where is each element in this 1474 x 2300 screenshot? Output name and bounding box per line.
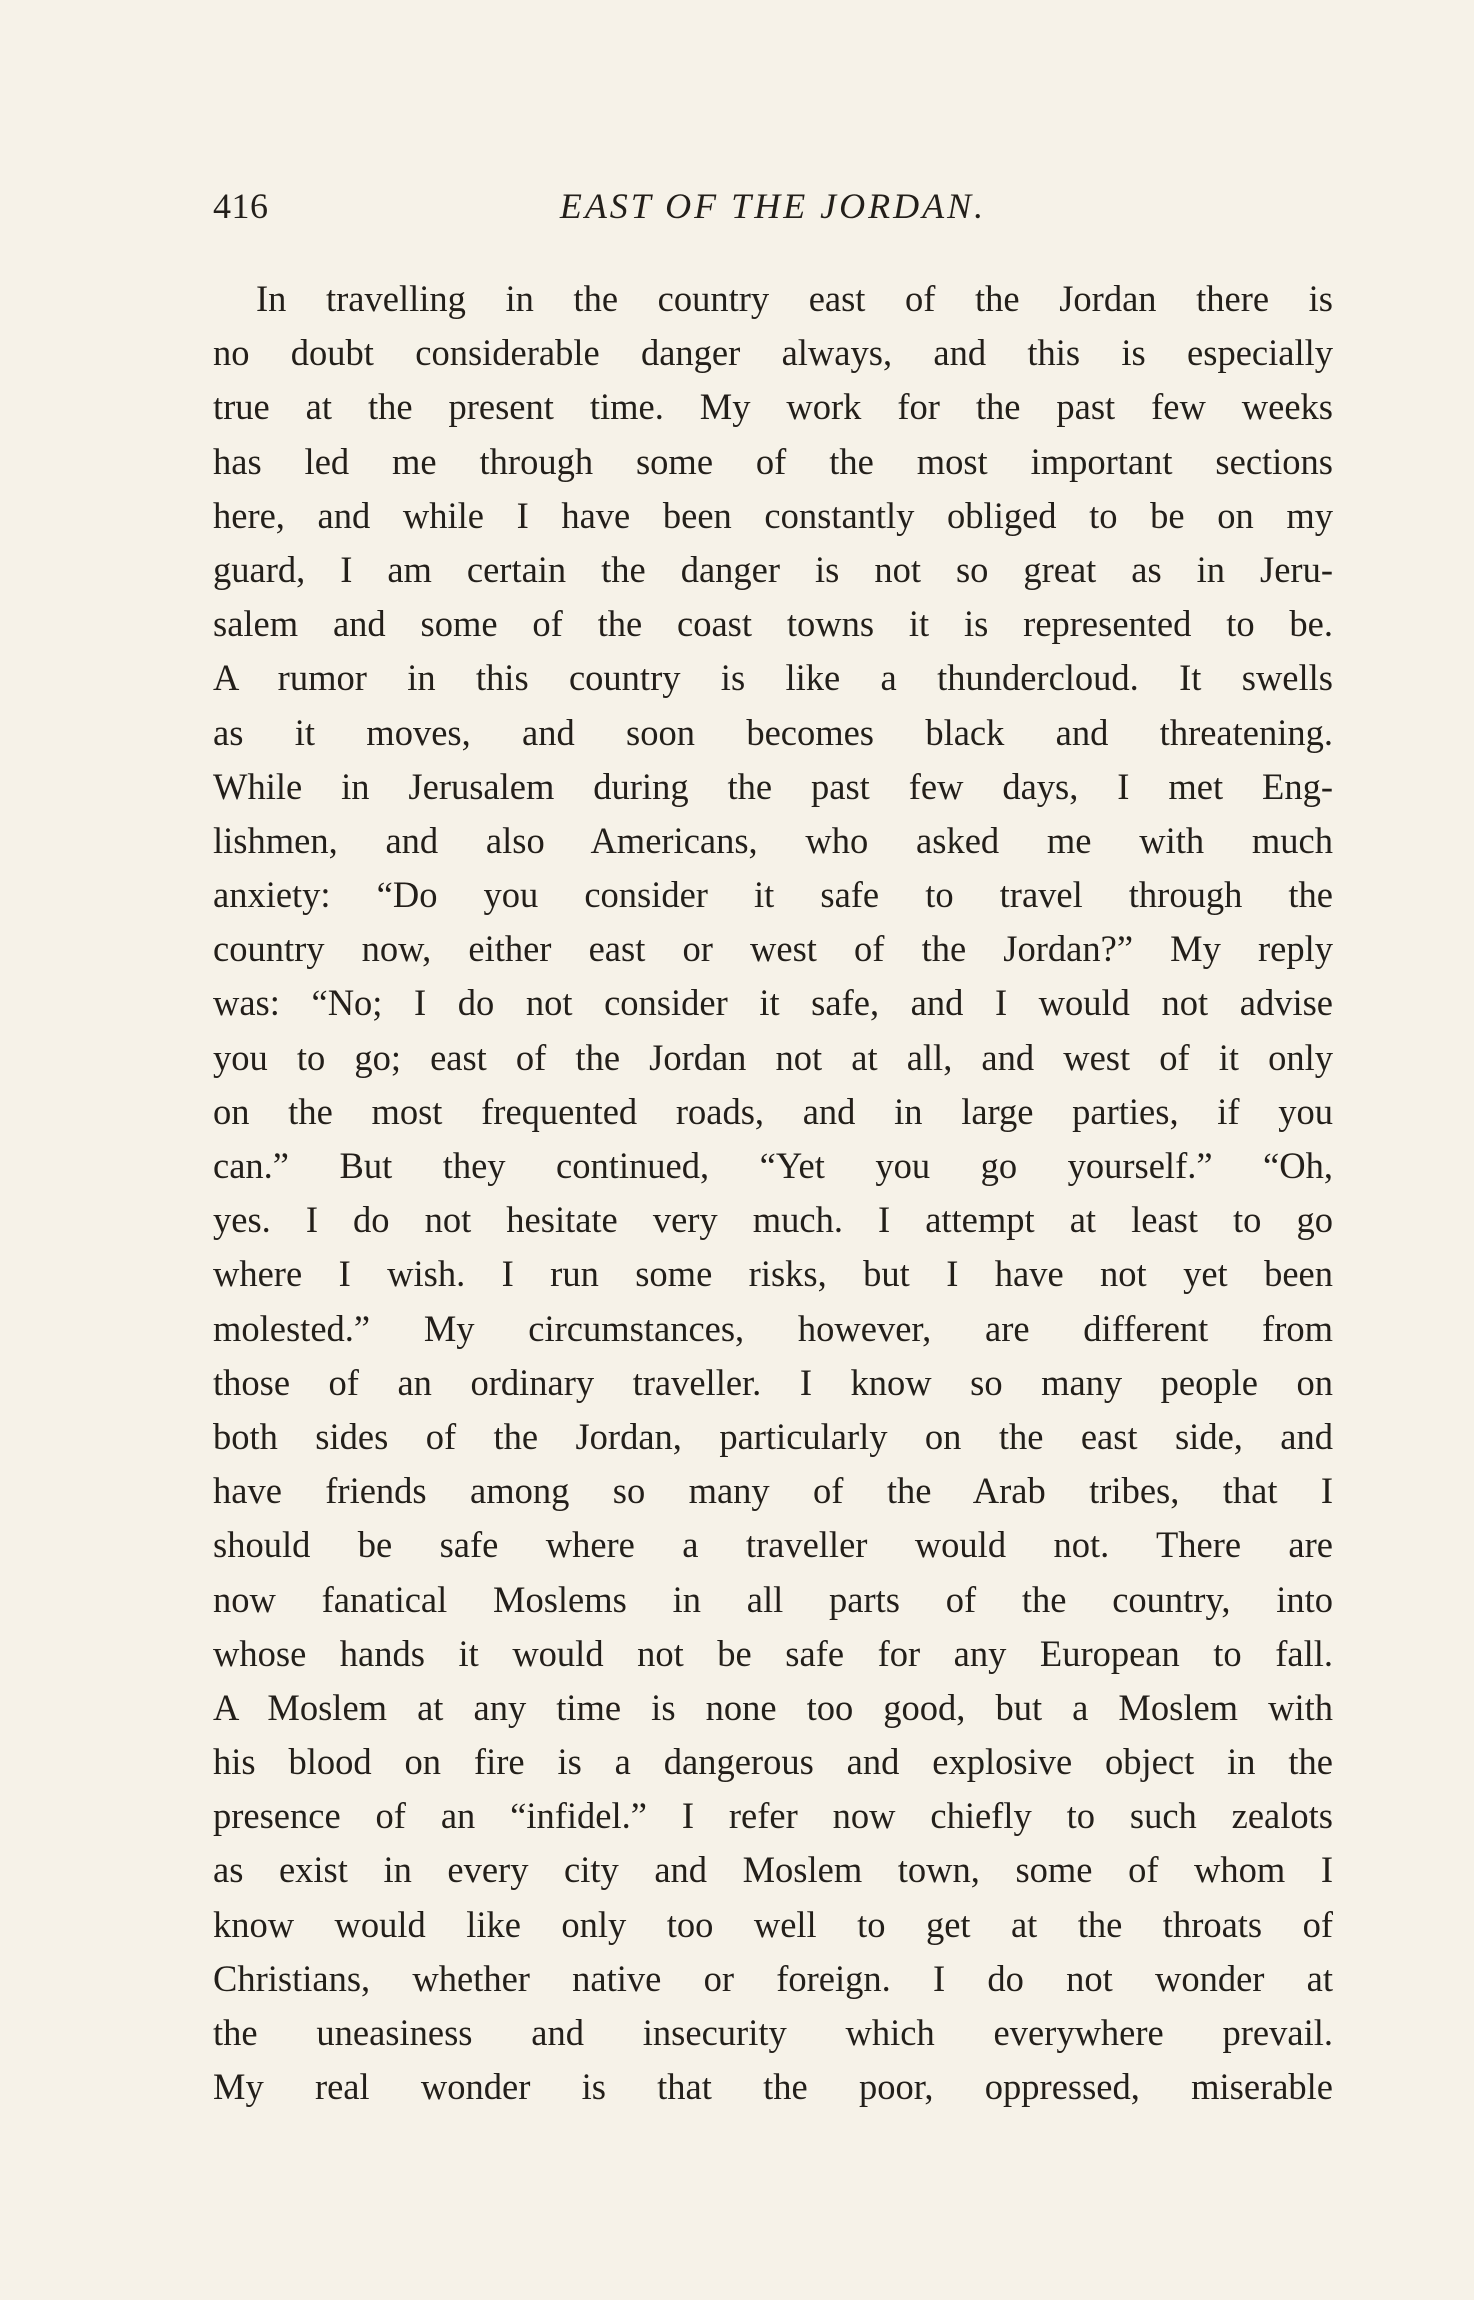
- text-line: those of an ordinary traveller. I know so many people on: [213, 1361, 1333, 1403]
- text-line: true at the present time. My work for the past few weeks: [213, 386, 1333, 428]
- text-line: now fanatical Moslems in all parts of the country, into: [213, 1578, 1333, 1620]
- text-line: While in Jerusalem during the past few days, I met Eng-: [213, 765, 1333, 807]
- text-line: guard, I am certain the danger is not so great as in Jeru-: [213, 548, 1333, 590]
- running-head: [213, 180, 1333, 232]
- text-line: no doubt considerable danger always, and this is especially: [213, 332, 1333, 374]
- text-line: as it moves, and soon becomes black and threatening.: [213, 711, 1333, 753]
- text-line: here, and while I have been constantly obliged to be on my: [213, 494, 1333, 536]
- text-line: yes. I do not hesitate very much. I attempt at least to go: [213, 1199, 1333, 1241]
- text-line: presence of an “infidel.” I refer now chiefly to such zealots: [213, 1795, 1333, 1837]
- text-line: has led me through some of the most important sections: [213, 440, 1333, 482]
- text-line: molested.” My circumstances, however, are different from: [213, 1307, 1333, 1349]
- text-line: on the most frequented roads, and in large parties, if you: [213, 1090, 1333, 1132]
- text-line: country now, either east or west of the Jordan?” My reply: [213, 928, 1333, 970]
- running-title: EAST OF THE JORDAN.: [559, 186, 987, 226]
- text-line: the uneasiness and insecurity which everywhere prevail.: [213, 2012, 1333, 2053]
- text-line: as exist in every city and Moslem town, some of whom I: [213, 1849, 1333, 1891]
- text-line: both sides of the Jordan, particularly on the east side, and: [213, 1415, 1333, 1457]
- text-line: A Moslem at any time is none too good, but a Moslem with: [213, 1686, 1333, 1728]
- text-line: A rumor in this country is like a thundercloud. It swells: [213, 657, 1333, 699]
- text-line: was: “No; I do not consider it safe, and I would not advise: [213, 982, 1333, 1024]
- text-line: should be safe where a traveller would not. There are: [213, 1524, 1333, 1566]
- text-line: In travelling in the country east of the Jordan there is: [256, 278, 1333, 319]
- text-line: Christians, whether native or foreign. I do not wonder at: [213, 1957, 1333, 1999]
- text-line: his blood on fire is a dangerous and explosive object in the: [213, 1741, 1333, 1783]
- body-paragraph: [213, 272, 1333, 2114]
- text-line: can.” But they continued, “Yet you go yourself.” “Oh,: [213, 1145, 1333, 1186]
- text-line: have friends among so many of the Arab tribes, that I: [213, 1470, 1333, 1512]
- text-line: salem and some of the coast towns it is represented to be.: [213, 603, 1333, 645]
- text-line: where I wish. I run some risks, but I have not yet been: [213, 1253, 1333, 1295]
- text-line: know would like only too well to get at the throats of: [213, 1903, 1333, 1945]
- text-line: My real wonder is that the poor, oppressed, miserable: [213, 2066, 1333, 2108]
- text-line: lishmen, and also Americans, who asked me with much: [213, 819, 1333, 861]
- text-line: anxiety: “Do you consider it safe to travel through the: [213, 874, 1333, 916]
- text-line: whose hands it would not be safe for any European to fall.: [213, 1632, 1333, 1674]
- page-number: 416: [213, 186, 269, 226]
- text-line: you to go; east of the Jordan not at all, and west of it only: [213, 1036, 1333, 1078]
